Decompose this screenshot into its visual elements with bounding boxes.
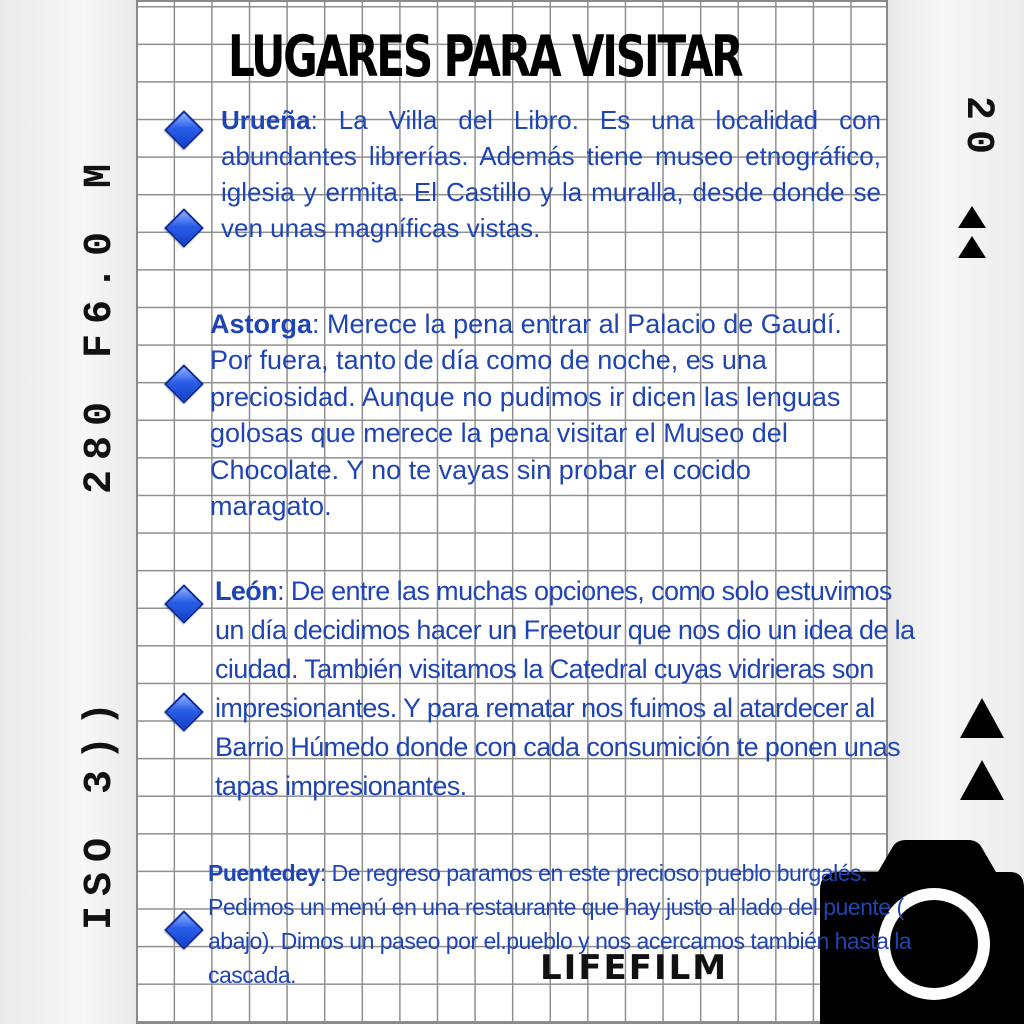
place-block-puentedey — [208, 856, 928, 992]
place-description: : Merece la pena entrar al Palacio de Gaudí. Por fuera, tanto de día como de noche, es una preciosidad. Aunque no pudimos ir dicen las lenguas golosas que merece la pena visitar el Museo del Chocolate. Y no te vayas sin probar el cocido maragato. — [210, 309, 842, 522]
triangle-arrow-icon — [958, 236, 986, 258]
lifefilm-watermark: LIFEFILM — [540, 948, 729, 988]
exif-frame-number: 20 — [955, 96, 1000, 165]
place-name: Puentedey — [208, 860, 320, 886]
triangle-arrow-icon — [958, 206, 986, 228]
place-name: León — [215, 576, 278, 606]
place-name: Urueña — [221, 105, 311, 135]
page-title: LUGARES PARA VISITAR — [228, 24, 742, 90]
place-name: Astorga — [210, 309, 313, 339]
place-block-astorga — [210, 306, 870, 524]
place-description: : De regreso paramos en este precioso pueblo burgalés. Pedimos un menú en una restaurante que hay justo al lado del puente ( abajo). Dimos un paseo por el.pueblo y nos acercamos también hasta la cascada. — [208, 860, 912, 988]
exif-settings-label: 280 F6.0 M — [78, 153, 123, 494]
triangle-arrow-icon — [960, 760, 1004, 800]
triangle-arrow-icon — [960, 698, 1004, 738]
place-block-leon — [215, 572, 915, 806]
place-block-uruena — [221, 102, 881, 246]
place-description: : La Villa del Libro. Es una localidad con abundantes librerías. Además tiene museo etnográfico, iglesia y ermita. El Castillo y la muralla, desde donde se ven unas magníficas vistas. — [221, 105, 881, 243]
place-description: : De entre las muchas opciones, como solo estuvimos un día decidimos hacer un Freetour que nos dio un idea de la ciudad. También visitamos la Catedral cuyas vidrieras son impresionantes. Y para rematar nos fuimos al atardecer al Barrio Húmedo donde con cada consumición te ponen unas tapas impresionantes. — [215, 576, 915, 801]
exif-iso-label: ISO 3)) — [78, 691, 123, 930]
